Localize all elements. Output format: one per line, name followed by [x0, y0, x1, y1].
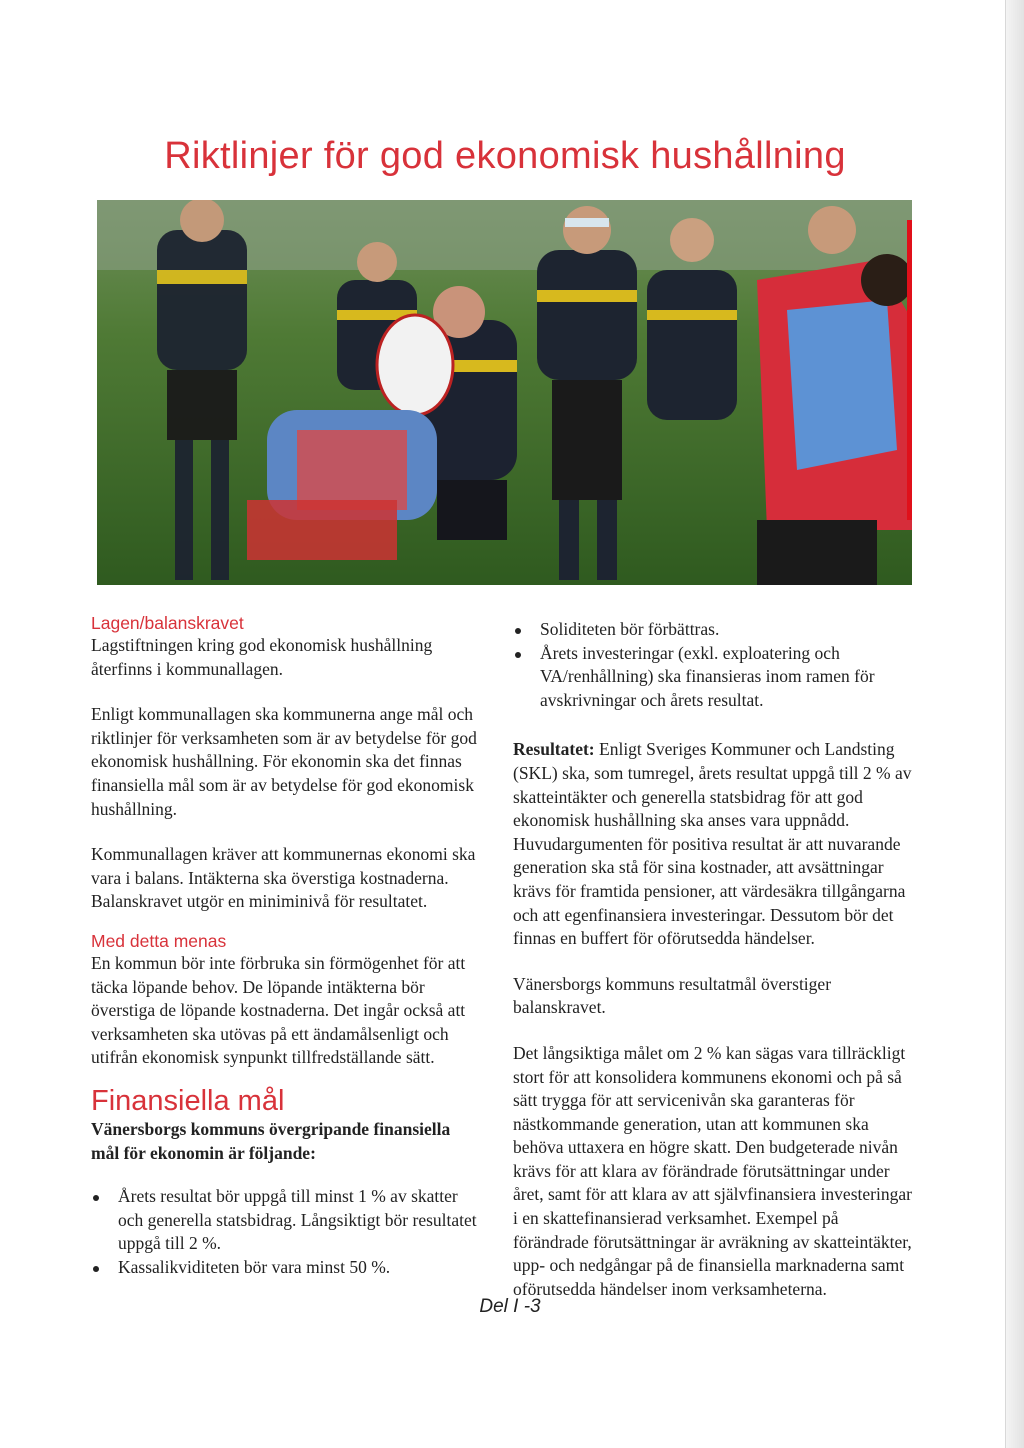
enligt-paragraph: Enligt kommunallagen ska kommunerna ange mål och riktlinjer för verksamheten som är av betydelse för god ekonomisk hushållning. För ekonomin ska det finnas finansiella mål som är av betydelse för god ekonomisk hushållning.	[91, 704, 477, 819]
finans-intro: Vänersborgs kommuns övergripande finansiella mål för ekonomin är följande:	[91, 1118, 451, 1163]
resultat-label: Resultatet:	[513, 739, 595, 760]
list-item: Kassalikviditeten bör vara minst 50 %.	[91, 1256, 481, 1280]
list-item: Årets resultat bör uppgå till minst 1 % av skatter och generella statsbidrag. Långsiktigt bör resultatet uppgå till 2 %.	[91, 1185, 481, 1256]
rugby-photo	[97, 200, 912, 585]
menas-paragraph: En kommun bör inte förbruka sin förmögenhet för att täcka löpande behov. De löpande intäkterna bör överstiga de löpande kostnaderna. Det ingår också att verksamheten ska utövas på ett ändamålsenligt och utifrån ekonomisk synpunkt tillfredställande sätt.	[91, 952, 466, 1068]
list-item: Årets investeringar (exkl. exploatering och VA/renhållning) ska finansieras inom ramen för avskrivningar och årets resultat.	[513, 642, 913, 713]
lang-paragraph: Det långsiktiga målet om 2 % kan sägas vara tillräckligt stort för att konsolidera kommunens ekonomi och på så sätt trygga för att servicenivån ska garanteras för nästkommande generation, utan att kommunen ska behöva uttaxera en högre skatt. Den budgeterade nivån krävs för att klara av förändrade förutsättningar under året, samt för att klara av att självfinansiera investeringar i en skattefinansierad verksamhet. Exempel på förändrade förutsättningar är avräkning av skatteintäkter, upp- och nedgångar på de finansiella marknaderna samt oförutsedda händelser inom verksamheterna.	[513, 1042, 912, 1299]
lagen-paragraph: Lagstiftningen kring god ekonomisk hushållning återfinns i kommunallagen.	[91, 635, 433, 679]
resultat-text: Enligt Sveriges Kommuner och Landsting (SKL) ska, som tumregel, årets resultat uppgå till 2 % av skatteintäkter och generella statsbidrag för att god ekonomisk hushållning ska anses vara uppnådd. Huvudargumenten för positiva resultat är att nuvarande generation ska stå för sina kostnader, att avsättningar krävs för framtida pensioner, att värdesäkra tillgångarna och att egenfinansiera investeringar. Dessutom bör det finnas en buffert för oförutsedda händelser.	[513, 739, 912, 949]
goals-bullet-list	[513, 618, 913, 712]
resultat-paragraph	[513, 738, 913, 950]
menas-heading: Med detta menas	[91, 930, 227, 951]
right-column	[513, 618, 913, 1301]
krav-paragraph: Kommunallagen kräver att kommunernas ekonomi ska vara i balans. Intäkterna ska överstiga kostnaderna. Balanskravet utgör en miniminivå för resultatet.	[91, 844, 476, 912]
page-number: Del I -3	[479, 1296, 541, 1317]
left-column	[91, 612, 481, 1279]
finans-bullet-list	[91, 1185, 481, 1279]
mal-paragraph: Vänersborgs kommuns resultatmål överstiger balanskravet.	[513, 973, 832, 1018]
finans-heading: Finansiella mål	[91, 1084, 285, 1117]
scan-page-edge	[1005, 0, 1024, 1448]
rugby-photo-illustration	[97, 200, 912, 585]
lagen-heading: Lagen/balanskravet	[91, 613, 244, 633]
page-title: Riktlinjer för god ekonomisk hushållning	[164, 135, 846, 177]
list-item: Soliditeten bör förbättras.	[513, 618, 913, 642]
